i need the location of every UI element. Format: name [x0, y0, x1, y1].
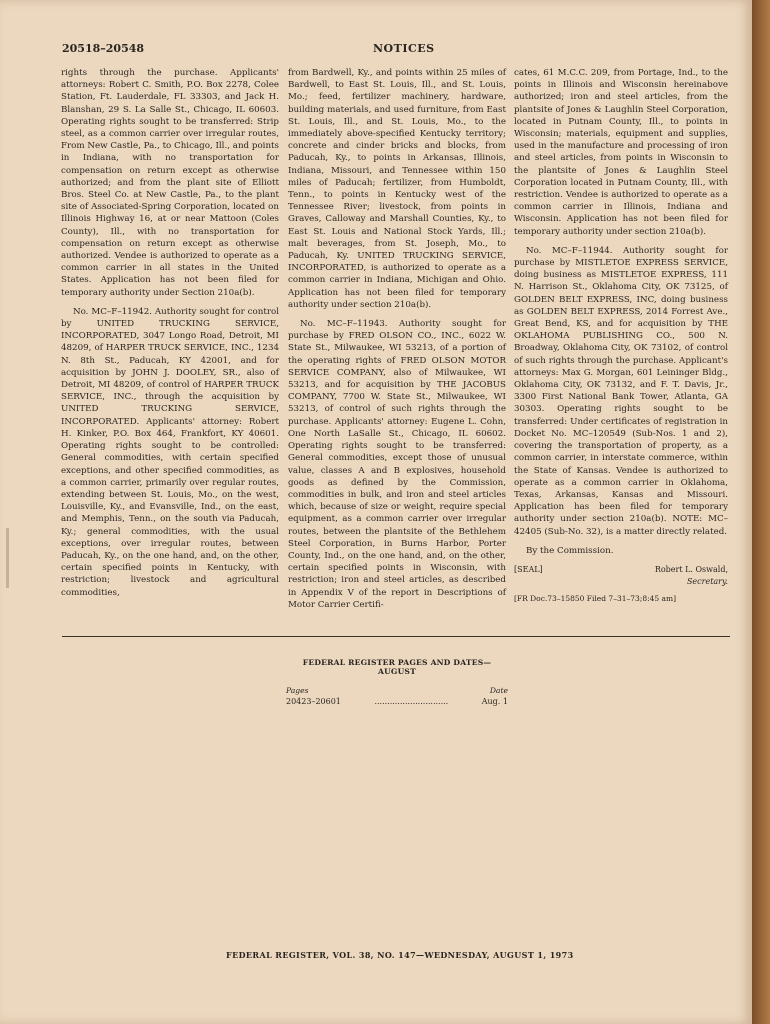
seal-label: [SEAL]: [514, 564, 543, 574]
section-title: NOTICES: [373, 42, 435, 55]
fr-pages-row: [286, 697, 508, 706]
pages-header: Pages: [286, 686, 309, 695]
horizontal-rule: [62, 636, 730, 637]
leader-dots: .............................: [374, 697, 449, 706]
signatory-title: Secretary.: [686, 577, 728, 587]
page-header: [62, 42, 712, 58]
paragraph: No. MC–F–11942. Authority sought for control by UNITED TRUCKING SERVICE, INCORPORATED, 3047 Longo Road, Detroit, MI 48209, of HARPER TRUCK SERVICE, INC., 1234 N. 8th St., Paducah, KY 42001, and for acquisition by JOHN J. DOOLEY, SR., also of Detroit, MI 48209, of control of HARPER TRUCK SERVICE, INC., through the acquisition by UNITED TRUCKING SERVICE, INCORPORATED. Applicants' attorney: Robert H. Kinker, P.O. Box 464, Frankfort, KY 40601. Operating rights sought to be controlled: General commodities, with certain specified exceptions, and other specified commodities, as a common carrier, primarily over regular routes, extending between St. Louis, Mo., on the west, Louisville, Ky., and Evansville, Ind., on the east, and Memphis, Tenn., on the south via Paducah, Ky.; general commodities, with the usual exceptions, over irregular routes, between Paducah, Ky., on the one hand, and, on the other, certain specified points in Kentucky, with restriction; livestock and agricultural commodities,: [61, 306, 279, 598]
page-footer: FEDERAL REGISTER, VOL. 38, NO. 147—WEDNESDAY, AUGUST 1, 1973: [226, 950, 574, 960]
column-1: [61, 67, 279, 606]
signature-block: [514, 564, 728, 588]
fr-pages-title: FEDERAL REGISTER PAGES AND DATES—AUGUST: [302, 658, 492, 676]
paragraph: cates, 61 M.C.C. 209, from Portage, Ind., to the points in Illinois and Wisconsin hereinabove authorized; iron and steel articles, from the plantsite of Jones & Laughlin Steel Corporation, located in Putnam County, Ill., to points in Wisconsin; materials, equipment and supplies, used in the manufacture and processing of iron and steel articles, from points in Wisconsin to the plantsite of Jones & Laughlin Steel Corporation located in Putnam County, Ill., with restriction. Vendee is authorized to operate as a common carrier in Illinois, Indiana and Wisconsin. Application has not been filed for temporary authority under section 210a(b).: [514, 68, 728, 237]
fr-pages-headers: [286, 686, 508, 695]
paragraph: No. MC–F–11944. Authority sought for purchase by MISTLETOE EXPRESS SERVICE, doing business as MISTLETOE EXPRESS, 111 N. Harrison St., Oklahoma City, OK 73125, of GOLDEN BELT EXPRESS, INC, doing business as GOLDEN BELT EXPRESS, 2014 Forrest Ave., Great Bend, KS, and for acquisition by THE OKLAHOMA PUBLISHING CO., 500 N. Broadway, Oklahoma City, OK 73102, of control of such rights through the purchase. Applicant's attorneys: Max G. Morgan, 601 Leininger Bldg., Oklahoma City, OK 73132, and F. T. Davis, Jr., 3300 First National Bank Tower, Atlanta, GA 30303. Operating rights sought to be transferred: Under certificates of registration in Docket No. MC–120549 (Sub-Nos. 1 and 2), covering the transportation of property, as a common carrier, in interstate commerce, within the State of Kansas. Vendee is authorized to operate as a common carrier in Oklahoma, Texas, Arkansas, Kansas and Missouri. Application has been filed for temporary authority under section 210a(b). NOTE: MC–42405 (Sub-No. 32), is a matter directly related.: [514, 245, 728, 537]
column-2: [288, 67, 506, 618]
fr-pages-box: [286, 658, 508, 706]
pages-range-value: 20423–20601: [286, 697, 341, 706]
paragraph: rights through the purchase. Applicants' attorneys: Robert C. Smith, P.O. Box 2278, Colee Station, Ft. Lauderdale, FL 33303, and Jack H. Blanshan, 29 S. La Salle St., Chicago, IL 60603. Operating rights sought to be transferred: Strip steel, as a common carrier over irregular routes, From New Castle, Pa., to Chicago, Ill., and points in Indiana, with no transportation for compensation on return except as otherwise authorized; and from the plant site of Elliott Bros. Steel Co. at New Castle, Pa., to the plant site of Associated-Spring Corporation, located on Illinois Highway 16, at or near Mattoon (Coles County), Ill., with no transportation for compensation on return except as otherwise authorized. Vendee is authorized to operate as a common carrier in all states in the United States. Application has not been filed for temporary authority under Section 210a(b).: [61, 68, 279, 298]
page-edge: [752, 0, 770, 1024]
fr-doc-line: [FR Doc.73–15850 Filed 7–31–73;8:45 am]: [514, 594, 677, 604]
date-value: Aug. 1: [481, 697, 508, 706]
by-the-commission: By the Commission.: [526, 545, 614, 556]
signatory: [655, 564, 728, 588]
page-range: 20518–20548: [62, 42, 145, 55]
signatory-name: Robert L. Oswald,: [654, 564, 728, 574]
paragraph: No. MC–F–11943. Authority sought for purchase by FRED OLSON CO., INC., 6022 W. State St., Milwaukee, WI 53213, of a portion of the operating rights of FRED OLSON MOTOR SERVICE COMPANY, also of Milwaukee, WI 53213, and for acquisition by THE JACOBUS COMPANY, 7700 W. State St., Milwaukee, WI 53213, of control of such rights through the purchase. Applicants' attorney: Eugene L. Cohn, One North LaSalle St., Chicago, IL 60602. Operating rights sought to be transferred: General commodities, except those of unusual value, classes A and B explosives, household goods as defined by the Commission, commodities in bulk, and iron and steel articles which, because of size or weight, require special equipment, as a common carrier over irregular routes, between the plantsite of the Bethlehem Steel Corporation, in Burns Harbor, Porter County, Ind., on the one hand, and, on the other, certain specified points in Wisconsin, with restriction; iron and steel articles, as described in Appendix V of the report in Descriptions of Motor Carrier Certifi-: [288, 319, 506, 610]
paragraph: from Bardwell, Ky., and points within 25 miles of Bardwell, to East St. Louis, Ill., and St. Louis, Mo.; feed, fertilizer machinery, hardware, building materials, and used furniture, from East St. Louis, Ill., and St. Louis, Mo., to the immediately above-specified Kentucky territory; concrete and cinder bricks and blocks, from Paducah, Ky., to points in Arkansas, Illinois, Indiana, Missouri, and Tennessee within 150 miles of Paducah; fertilizer, from Humboldt, Tenn., to points in Kentucky west of the Tennessee River; livestock, from points in Graves, Calloway and Marshall Counties, Ky., to East St. Louis and National Stock Yards, Ill.; malt beverages, from St. Joseph, Mo., to Paducah, Ky. UNITED TRUCKING SERVICE, INCORPORATED, is authorized to operate as a common carrier in Indiana, Michigan and Ohio. Application has not been filed for temporary authority under section 210a(b).: [288, 68, 506, 310]
scan-artifact: [6, 528, 9, 588]
column-3: [514, 67, 728, 606]
date-header: Date: [489, 686, 508, 695]
